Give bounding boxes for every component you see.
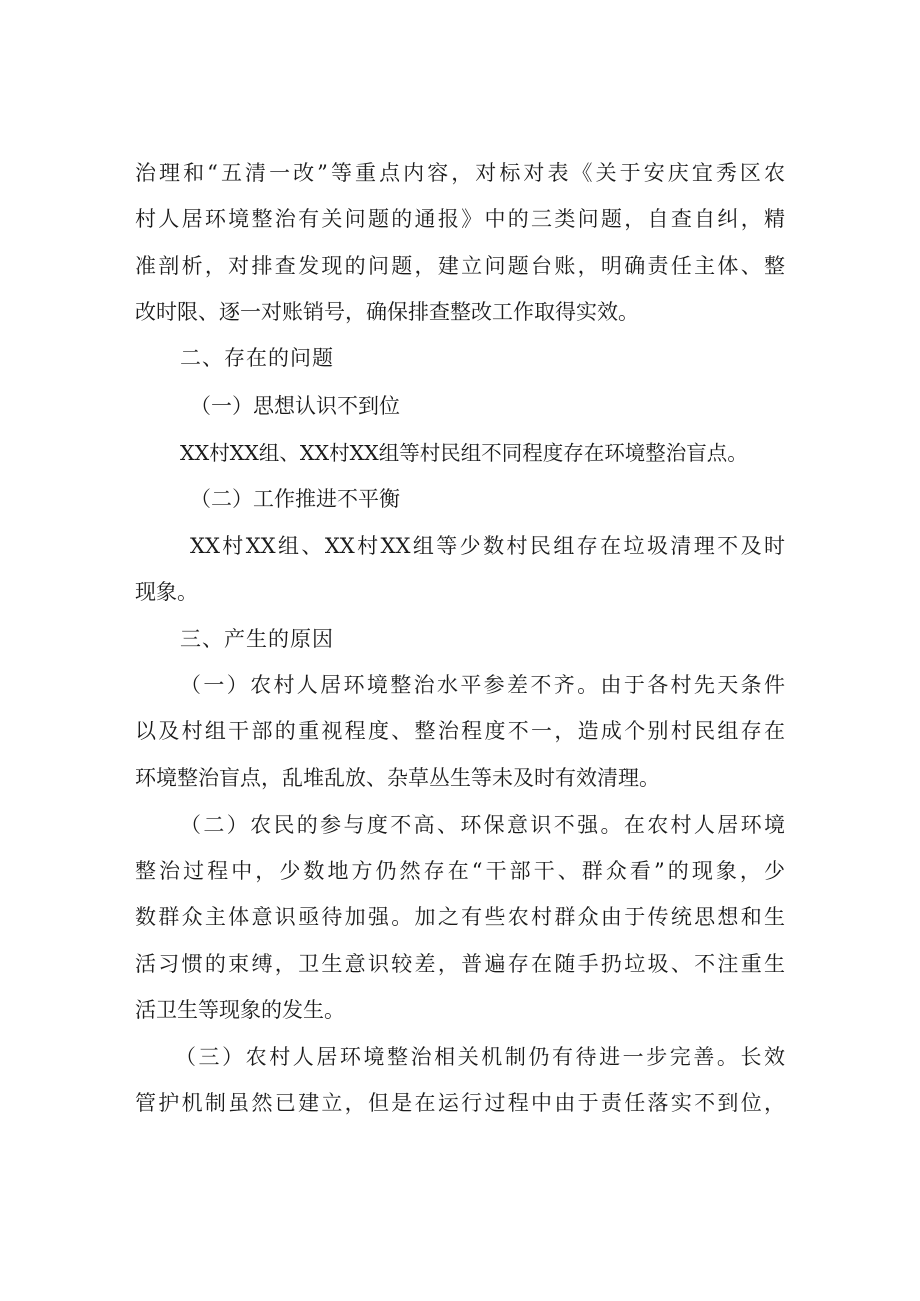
paragraph-line: 以及村组干部的重视程度、整治程度不一，造成个别村民组存在	[135, 719, 785, 743]
paragraph-line: 改时限、逐一对账销号，确保排查整改工作取得实效。	[135, 300, 639, 324]
paragraph-line: 准剖析，对排查发现的问题，建立问题台账，明确责任主体、整	[135, 254, 785, 278]
paragraph-line: （三）农村人居环境整治相关机制仍有待进一步完善。长效	[175, 1045, 785, 1069]
paragraph-line: 活习惯的束缚，卫生意识较差，普遍存在随手扔垃圾、不注重生	[135, 952, 785, 976]
section-heading: 三、产生的原因	[180, 627, 334, 651]
paragraph-line: XX村XX组、XX村XX组等村民组不同程度存在环境整治盲点。	[180, 441, 748, 465]
subsection-heading: （二）工作推进不平衡	[190, 487, 400, 511]
paragraph-line: 管护机制虽然已建立，但是在运行过程中由于责任落实不到位，	[135, 1091, 785, 1115]
paragraph-line: 整治过程中，少数地方仍然存在“干部干、群众看”的现象，少	[135, 859, 785, 883]
paragraph-line: 现象。	[135, 580, 198, 604]
paragraph-line: 环境整治盲点，乱堆乱放、杂草丛生等未及时有效清理。	[135, 766, 660, 790]
paragraph-line: （二）农民的参与度不高、环保意识不强。在农村人居环境	[180, 813, 785, 837]
paragraph-line: （一）农村人居环境整治水平参差不齐。由于各村先天条件	[180, 673, 785, 697]
paragraph-line: 治理和“五清一改”等重点内容，对标对表《关于安庆宜秀区农	[135, 161, 785, 185]
paragraph-line: 活卫生等现象的发生。	[135, 998, 345, 1022]
paragraph-line: XX村XX组、XX村XX组等少数村民组存在垃圾清理不及时	[190, 534, 785, 558]
section-heading: 二、存在的问题	[180, 346, 334, 370]
subsection-heading: （一）思想认识不到位	[190, 394, 400, 418]
paragraph-line: 数群众主体意识亟待加强。加之有些农村群众由于传统思想和生	[135, 905, 785, 929]
paragraph-line: 村人居环境整治有关问题的通报》中的三类问题，自查自纠，精	[135, 207, 785, 231]
